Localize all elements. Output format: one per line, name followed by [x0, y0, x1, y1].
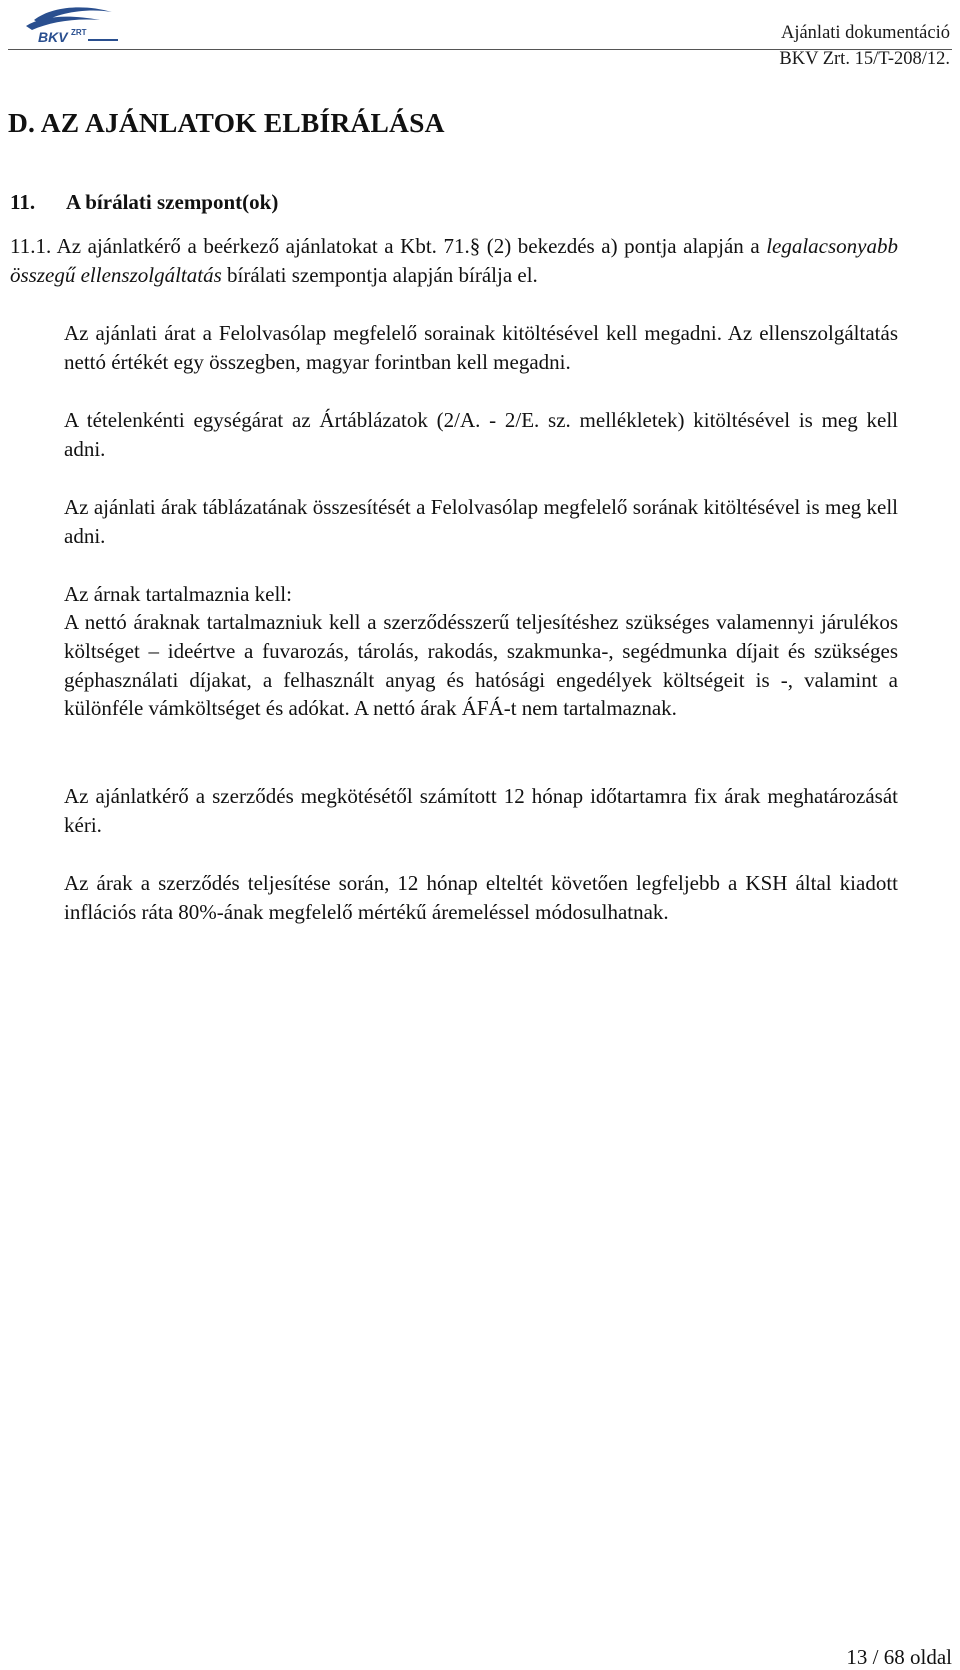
page-number: 13 / 68 oldal [846, 1645, 952, 1669]
section-title: D. AZ AJÁNLATOK ELBÍRÁLÁSA [8, 107, 445, 138]
paragraph-price-entry: Az ajánlati árat a Felolvasólap megfelelő sorainak kitöltésével kell megadni. Az ellenszolgáltatás nettó értékét egy összegben, magyar forintban kell megadni. [64, 321, 898, 374]
paragraph-fixed-prices: Az ajánlatkérő a szerződés megkötésétől számított 12 hónap időtartamra fix árak meghatározását kéri. [64, 784, 898, 837]
paragraph-price-increase: Az árak a szerződés teljesítése során, 12 hónap elteltét követően legfeljebb a KSH által kiadott inflációs ráta 80%-ának megfelelő mértékű áremeléssel módosulhatnak. [64, 871, 898, 924]
paragraph-number: 11.1. [10, 234, 52, 258]
subsection-heading [10, 190, 278, 215]
svg-text:BKV: BKV [38, 29, 68, 45]
bkv-logo [22, 4, 122, 46]
svg-text:ZRT: ZRT [71, 28, 87, 37]
paragraph-text-b: bírálati szempontja alapján bírálja el. [221, 262, 538, 287]
header-document-info [779, 20, 950, 72]
header-doc-title: Ajánlati dokumentáció [780, 23, 950, 43]
paragraph-price-contents: A nettó áraknak tartalmazniuk kell a szerződésszerű teljesítéshez szükséges valamennyi járulékos költséget – ideértve a fuvarozás, tárolás, rakodás, szakmunka-, segédmunka díjait és szükséges géphasználati díjakat, a felhasznált anyag és hatósági engedélyek költségeit is -, valamint a különféle vámköltséget és adókat. A nettó árak ÁFÁ-t nem tartalmaznak. [64, 610, 898, 721]
header-doc-ref: BKV Zrt. 15/T-208/12. [779, 49, 950, 69]
paragraph-price-summary: Az ajánlati árak táblázatának összesítését a Felolvasólap megfelelő sorának kitöltésével is meg kell adni. [64, 495, 898, 548]
subsection-title: A bírálati szempont(ok) [66, 190, 279, 214]
paragraph-text-a: Az ajánlatkérő a beérkező ajánlatokat a Kbt. 71.§ (2) bekezdés a) pontja alapján a [56, 234, 767, 258]
paragraph-price-contents-intro: Az árnak tartalmaznia kell: [64, 582, 292, 606]
header-divider [8, 49, 952, 50]
paragraph-italic-term: legalacsonyabb összegű ellenszolgáltatás [10, 234, 898, 287]
paragraph-unit-price: A tételenkénti egységárat az Ártáblázatok (2/A. - 2/E. sz. mellékletek) kitöltésével is meg kell adni. [64, 408, 898, 461]
page-header [0, 0, 960, 69]
subsection-number: 11. [10, 190, 36, 214]
paragraph-11-1 [10, 232, 898, 290]
